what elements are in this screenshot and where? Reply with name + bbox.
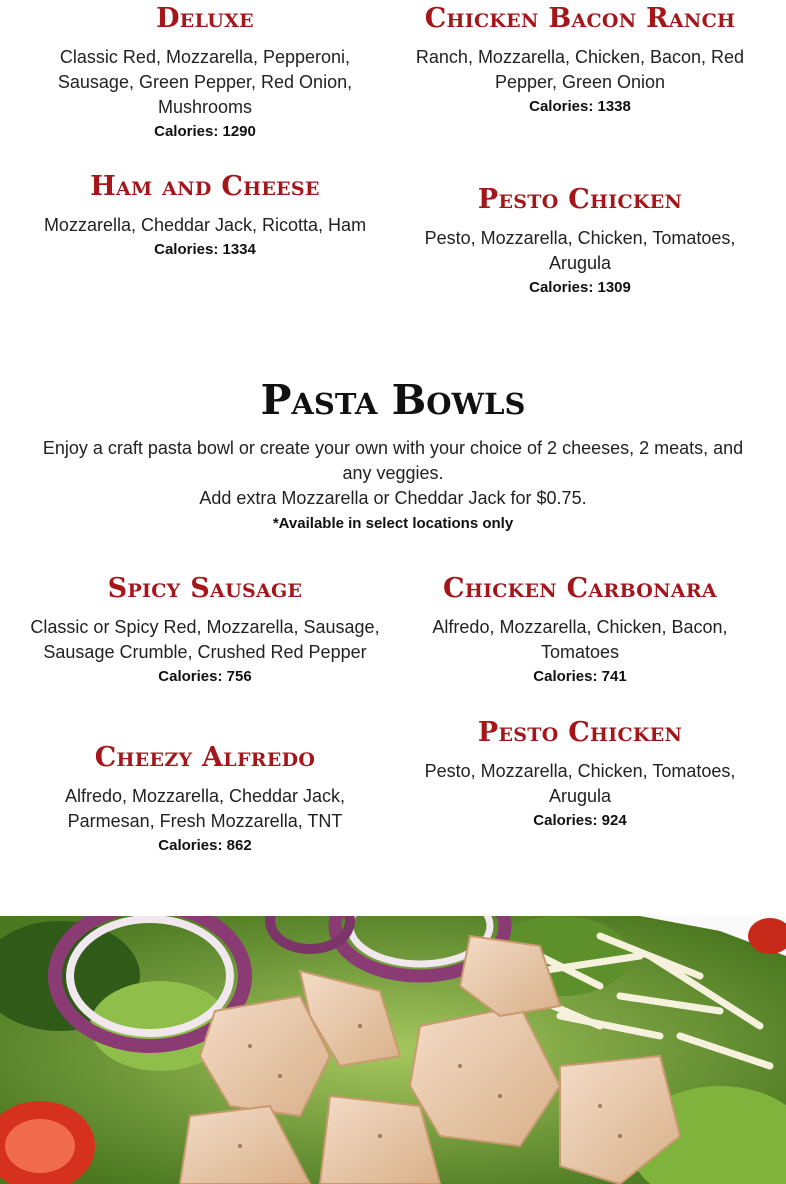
menu-item-pesto-chicken-pasta: [405, 716, 755, 831]
item-ingredients: Classic or Spicy Red, Mozzarella, Sausage, Sausage Crumble, Crushed Red Pepper: [30, 617, 380, 662]
item-name: Ham and Cheese: [90, 171, 320, 202]
item-ingredients: Ranch, Mozzarella, Chicken, Bacon, Red Pepper, Green Onion: [415, 47, 745, 92]
menu-item-ham-and-cheese: [30, 170, 380, 260]
item-name: Deluxe: [156, 3, 254, 34]
item-name: Pesto Chicken: [477, 184, 683, 215]
menu-item-spicy-sausage: [30, 572, 380, 687]
menu-item-deluxe: [30, 2, 380, 142]
menu-item-chicken-bacon-ranch: [405, 2, 755, 117]
item-calories: Calories: 1334: [154, 241, 256, 258]
pasta-extra-cheese-text: Add extra Mozzarella or Cheddar Jack for $0.75.: [199, 488, 587, 508]
item-ingredients: Pesto, Mozzarella, Chicken, Tomatoes, Arugula: [424, 761, 736, 806]
item-name: Spicy Sausage: [107, 573, 303, 604]
item-calories: Calories: 1338: [529, 98, 631, 115]
pasta-intro-text: Enjoy a craft pasta bowl or create your own with your choice of 2 cheeses, 2 meats, and any veggies.: [42, 438, 744, 483]
item-calories: Calories: 741: [533, 668, 627, 685]
item-ingredients: Classic Red, Mozzarella, Pepperoni, Sausage, Green Pepper, Red Onion, Mushrooms: [57, 47, 353, 117]
item-name: Cheezy Alfredo: [94, 742, 316, 773]
salad-photo: [0, 916, 786, 1184]
menu-item-cheezy-alfredo: [30, 741, 380, 856]
item-calories: Calories: 756: [158, 668, 252, 685]
item-calories: Calories: 924: [533, 812, 627, 829]
item-name: Chicken Carbonara: [443, 573, 717, 604]
item-ingredients: Alfredo, Mozzarella, Cheddar Jack, Parmesan, Fresh Mozzarella, TNT: [64, 786, 346, 831]
menu-item-chicken-carbonara: [405, 572, 755, 687]
item-name: Chicken Bacon Ranch: [424, 3, 736, 34]
item-calories: Calories: 1290: [154, 123, 256, 140]
item-calories: Calories: 1309: [529, 279, 631, 296]
section-title-pasta-bowls: Pasta Bowls: [260, 376, 526, 424]
item-name: Pesto Chicken: [477, 717, 683, 748]
menu-item-pesto-chicken-pizza: [405, 183, 755, 298]
item-ingredients: Pesto, Mozzarella, Chicken, Tomatoes, Arugula: [424, 228, 736, 273]
item-ingredients: Mozzarella, Cheddar Jack, Ricotta, Ham: [43, 215, 367, 235]
item-calories: Calories: 862: [158, 837, 252, 854]
item-ingredients: Alfredo, Mozzarella, Chicken, Bacon, Tomatoes: [432, 617, 728, 662]
pasta-intro: [35, 436, 751, 537]
availability-note: *Available in select locations only: [272, 515, 514, 532]
